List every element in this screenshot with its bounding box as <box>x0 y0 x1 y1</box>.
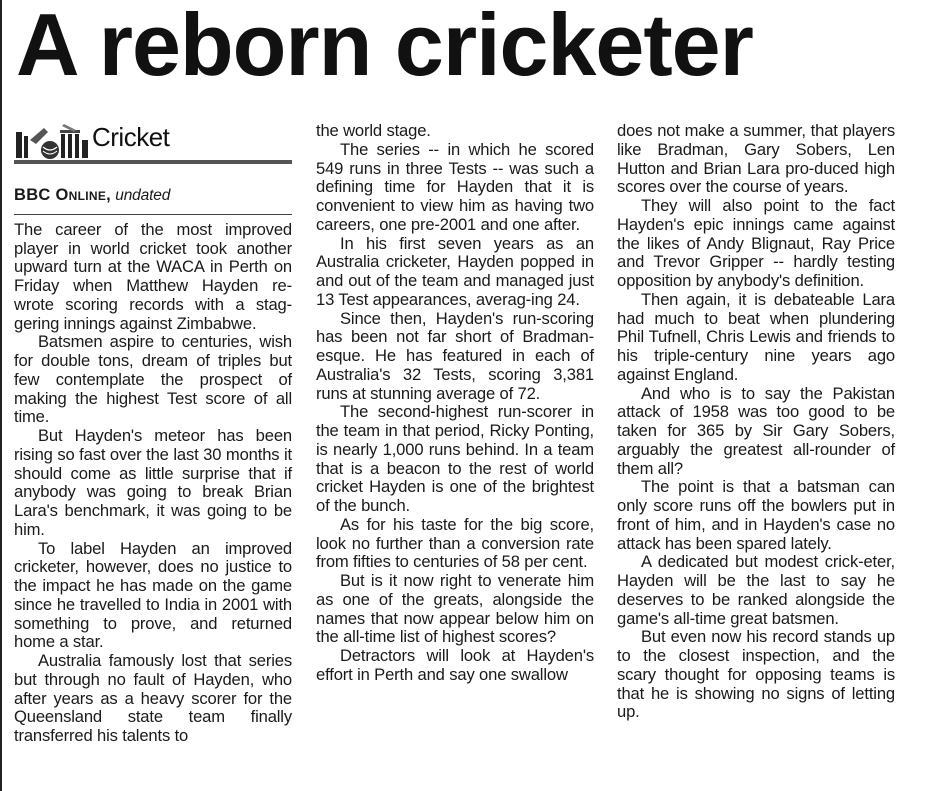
article-paragraph: And who is to say the Pakistan attack of 1958 was too good to be taken for 365 by Sir Gary Sobers, arguably the greatest all-rounder of them all? <box>617 383 895 478</box>
byline-date: undated <box>115 187 171 204</box>
article-column-3 <box>617 122 895 722</box>
article-paragraph: Since then, Hayden's run-scoring has been not far short of Bradman-esque. He has featured in each of Australia's 32 Tests, scoring 3,381 runs at stunning average of 72. <box>316 308 594 403</box>
article-paragraph: A dedicated but modest crick-eter, Hayden will be the last to say he deserves to be ranked alongside the game's all-time great batsmen. <box>617 552 895 628</box>
byline-source: BBC Online, <box>14 186 112 204</box>
article-paragraph: Detractors will look at Hayden's effort in Perth and say one swallow <box>316 646 594 684</box>
article-paragraph: But even now his record stands up to the closest inspection, and the scary thought for opposing teams is that he is showing no signs of letting up. <box>617 627 895 722</box>
headline: A reborn cricketer <box>16 0 753 94</box>
article-paragraph: They will also point to the fact Hayden's epic innings came against the likes of Andy Blignaut, Ray Price and Trevor Gripper -- hardly testing opposition by anybody's definition. <box>617 196 895 290</box>
section-label: Cricket <box>92 122 170 152</box>
article-paragraph: The career of the most improved player in world cricket took another upward turn at the WACA in Perth on Friday when Matthew Hayden re-wrote scoring records with a stag-gering innings against Zimbabwe. <box>14 219 292 333</box>
article-column-2 <box>316 122 594 685</box>
article-paragraph: The series -- in which he scored 549 runs in three Tests -- was such a defining time for Hayden that it is convenient to view him as having two careers, one pre-2001 and one after. <box>316 139 594 234</box>
byline-rule <box>14 214 292 215</box>
article-paragraph: Batsmen aspire to centuries, wish for double tons, dream of triples but few contemplate the prospect of making the highest Test score of all time. <box>14 332 292 427</box>
article-paragraph: But is it now right to venerate him as one of the greats, alongside the names that now appear below him on the all-time list of highest scores? <box>316 571 594 647</box>
article-paragraph: the world stage. <box>316 121 431 140</box>
cricket-logo-icon <box>14 120 90 160</box>
article-paragraph: Then again, it is debateable Lara had much to beat when plundering Phil Tufnell, Chris Lewis and friends to his triple-century nine years ago against England. <box>617 289 895 384</box>
byline <box>14 186 292 206</box>
page-left-border <box>0 0 2 791</box>
article-paragraph: But Hayden's meteor has been rising so fast over the last 30 months it should come as little surprise that if anybody was going to break Brian Lara's benchmark, it was going to be him. <box>14 426 292 539</box>
article-paragraph: does not make a summer, that players like Bradman, Gary Sobers, Len Hutton and Brian Lara pro-duced high scores over the course of years. <box>617 121 895 197</box>
article-paragraph: In his first seven years as an Australia cricketer, Hayden popped in and out of the team and managed just 13 Test appearances, averag-ing 24. <box>316 233 594 309</box>
section-badge <box>14 120 292 160</box>
article-paragraph: The point is that a batsman can only score runs off the bowlers put in front of him, and in Hayden's case no attack has been spared lately. <box>617 477 895 553</box>
article-paragraph: To label Hayden an improved cricketer, however, does no justice to the impact he has made on the game since he travelled to India in 2001 with something to prove, and returned home a star. <box>14 538 292 652</box>
article-paragraph: The second-highest run-scorer in the team in that period, Ricky Ponting, is nearly 1,000 runs behind. In a team that is a beacon to the rest of world cricket Hayden is one of the brightest of the bunch. <box>316 402 594 515</box>
article-column-1 <box>14 0 292 746</box>
article-paragraph: Australia famously lost that series but through no fault of Hayden, who after years as a heavy scorer for the Queensland state team finally transferred his talents to <box>14 651 292 745</box>
article-paragraph: As for his taste for the big score, look no further than a conversion rate from fifties to centuries of 58 per cent. <box>316 514 594 572</box>
section-rule <box>14 160 292 164</box>
